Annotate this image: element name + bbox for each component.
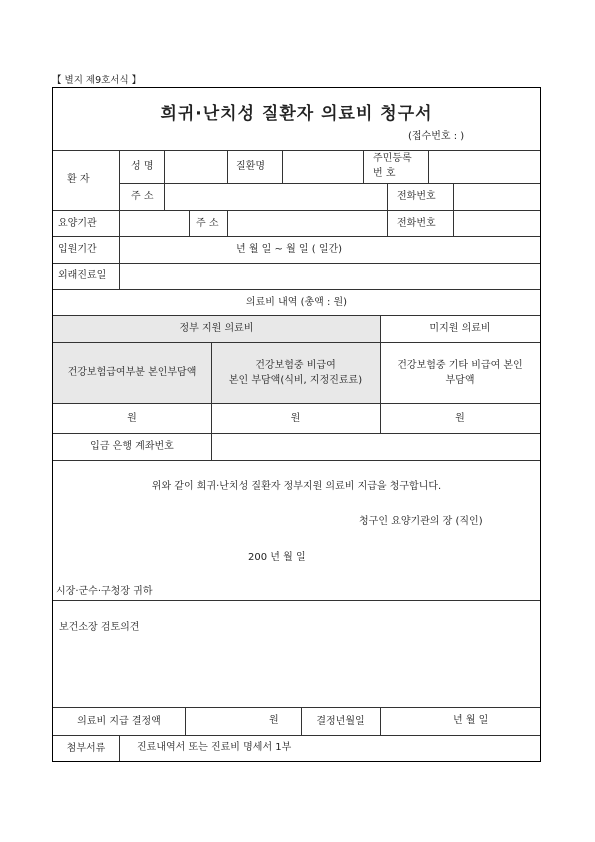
gov-support-label: 정부 지원 의료비 bbox=[179, 323, 254, 334]
form-title: 희귀·난치성 질환자 의료비 청구서 bbox=[160, 104, 433, 124]
col3-amount-unit: 원 bbox=[455, 412, 465, 424]
patient-section-label: 환 자 bbox=[67, 174, 90, 185]
claim-date: 200 년 월 일 bbox=[248, 552, 306, 563]
divider bbox=[119, 150, 120, 236]
claimant-line: 청구인 요양기관의 장 (직인) bbox=[359, 516, 483, 527]
patient-phone-label: 전화번호 bbox=[397, 191, 436, 202]
divider bbox=[164, 150, 165, 183]
divider bbox=[53, 210, 540, 211]
admission-period-value: 년 월 일 ~ 월 일 ( 일간) bbox=[236, 244, 343, 255]
divider bbox=[282, 150, 283, 183]
payment-amount-label: 의료비 지급 결정액 bbox=[77, 715, 161, 727]
admission-period-label: 입원기간 bbox=[58, 244, 97, 255]
divider bbox=[119, 183, 540, 184]
divider bbox=[380, 707, 381, 735]
col2-label-line1: 건강보험중 비급여 bbox=[255, 359, 336, 371]
payment-amount-unit: 원 bbox=[269, 715, 279, 726]
institution-address-label: 주 소 bbox=[196, 218, 219, 229]
receipt-number: (접수번호 : ) bbox=[408, 131, 465, 142]
col3-label-line2: 부담액 bbox=[445, 374, 475, 386]
divider bbox=[363, 150, 364, 183]
divider bbox=[387, 183, 388, 236]
divider bbox=[53, 150, 540, 151]
col2-amount-unit: 원 bbox=[290, 412, 301, 424]
divider bbox=[185, 707, 186, 735]
col2-label bbox=[211, 342, 380, 403]
addressee: 시장·군수·구청장 귀하 bbox=[56, 586, 153, 597]
divider bbox=[53, 460, 540, 461]
col2-label-line2: 본인 부담액(식비, 지정진료료) bbox=[228, 374, 363, 386]
bank-account-label: 입금 은행 계좌번호 bbox=[90, 441, 174, 452]
divider bbox=[428, 150, 429, 183]
decision-date-value: 년 월 일 bbox=[453, 715, 489, 726]
non-support-label: 미지원 의료비 bbox=[429, 323, 491, 334]
expense-details-label: 의료비 내역 (총액 : 원) bbox=[245, 296, 348, 308]
form-number-label: 【 별지 제9호서식 】 bbox=[52, 75, 142, 86]
divider bbox=[53, 263, 540, 264]
institution-phone-label: 전화번호 bbox=[397, 218, 436, 229]
review-opinion-label: 보건소장 검토의견 bbox=[59, 622, 140, 633]
divider bbox=[119, 236, 120, 289]
claim-statement: 위와 같이 희귀·난치성 질환자 정부지원 의료비 지급을 청구합니다. bbox=[151, 480, 442, 492]
col1-label: 건강보험급여부분 본인부담액 bbox=[67, 367, 197, 378]
divider bbox=[53, 236, 540, 237]
divider bbox=[119, 735, 120, 761]
attachment-value: 진료내역서 또는 진료비 명세서 1부 bbox=[137, 742, 292, 753]
divider bbox=[453, 183, 454, 236]
divider bbox=[227, 150, 228, 183]
outpatient-date-label: 외래진료일 bbox=[58, 270, 107, 281]
divider bbox=[164, 183, 165, 210]
decision-date-label: 결정년월일 bbox=[316, 715, 365, 727]
institution-label: 요양기관 bbox=[58, 218, 97, 229]
divider bbox=[53, 600, 540, 601]
col3-label-line1: 건강보험중 기타 비급여 본인 bbox=[397, 359, 523, 371]
claim-form bbox=[52, 87, 541, 762]
col1-amount-unit: 원 bbox=[127, 412, 137, 424]
divider bbox=[189, 210, 190, 236]
col3-label bbox=[380, 342, 540, 403]
attachment-label: 첨부서류 bbox=[66, 742, 106, 754]
disease-label: 질환명 bbox=[236, 161, 265, 172]
divider bbox=[227, 210, 228, 236]
divider bbox=[211, 433, 212, 460]
patient-address-label: 주 소 bbox=[131, 191, 154, 202]
resident-number-label-2: 번 호 bbox=[373, 168, 396, 179]
name-label: 성 명 bbox=[131, 161, 154, 172]
divider bbox=[53, 735, 540, 736]
resident-number-label: 주민등록 bbox=[373, 153, 412, 164]
